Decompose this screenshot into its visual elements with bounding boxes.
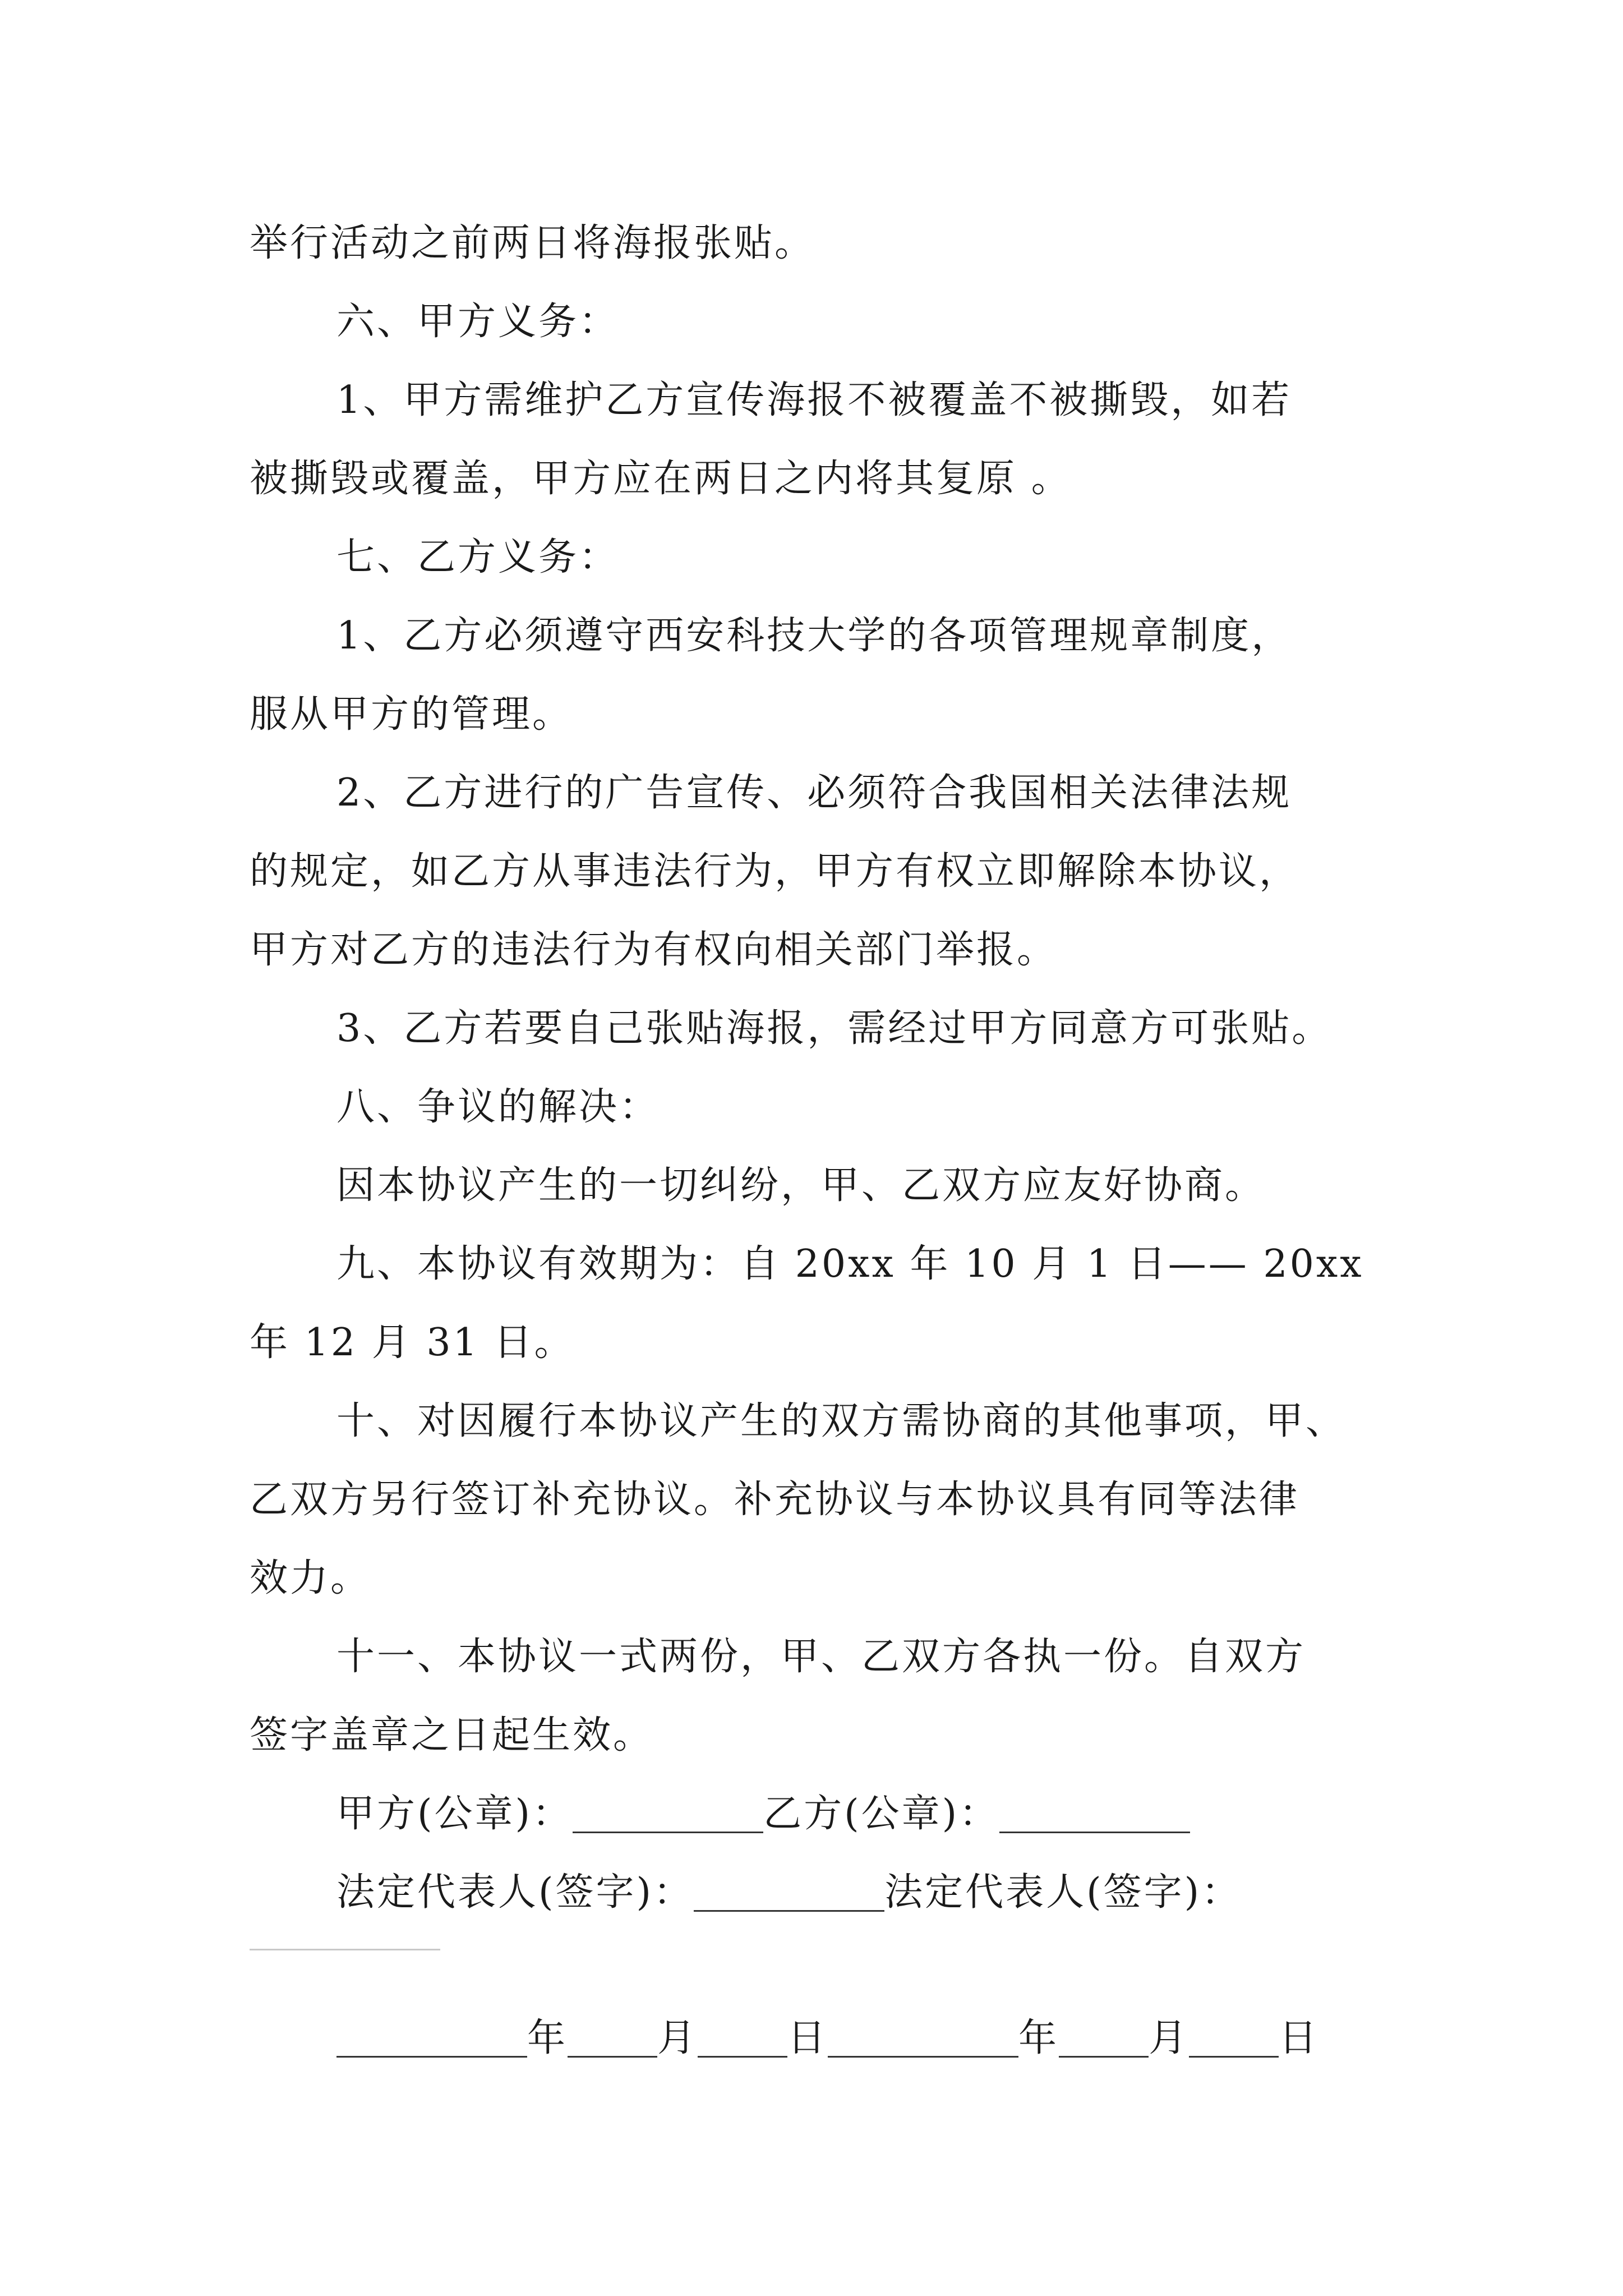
month-label-a: 月 (657, 2016, 698, 2060)
party-b-seal-label: 乙方(公章)： (763, 1792, 1000, 1836)
section-heading: 八、争议的解决： (336, 1085, 660, 1129)
year-blank-b (828, 2022, 1018, 2058)
paragraph-line: 甲方对乙方的违法行为有权向相关部门举报。 (250, 928, 1058, 972)
party-b-seal-blank (999, 1798, 1190, 1833)
party-b-rep-blank (250, 1949, 440, 1950)
paragraph-line: 的规定，如乙方从事违法行为，甲方有权立即解除本协议， (250, 849, 1300, 894)
paragraph-line: 十、对因履行本协议产生的双方需协商的其他事项，甲、 (336, 1399, 1347, 1443)
paragraph-line: 被撕毁或覆盖，甲方应在两日之内将其复原 。 (250, 457, 1072, 501)
party-a-seal-blank (573, 1798, 763, 1833)
seal-row (336, 1792, 1190, 1836)
day-blank-b (1189, 2022, 1279, 2058)
paragraph-line: 效力。 (250, 1556, 371, 1600)
day-blank-a (698, 2022, 787, 2058)
paragraph-line: 年 12 月 31 日。 (250, 1320, 575, 1365)
section-heading: 七、乙方义务： (336, 535, 620, 579)
paragraph-line: 1、甲方需维护乙方宣传海报不被覆盖不被撕毁，如若 (336, 378, 1292, 422)
party-b-rep-label: 法定代表人(签字)： (884, 1870, 1242, 1915)
paragraph-line: 因本协议产生的一切纠纷，甲、乙双方应友好协商。 (336, 1163, 1266, 1208)
party-a-seal-label: 甲方(公章)： (336, 1792, 573, 1836)
paragraph-line: 十一、本协议一式两份，甲、乙双方各执一份。自双方 (336, 1635, 1306, 1679)
paragraph-line: 乙双方另行签订补充协议。补充协议与本协议具有同等法律 (250, 1478, 1300, 1522)
party-a-rep-blank (694, 1876, 884, 1912)
paragraph-line: 服从甲方的管理。 (250, 692, 573, 737)
day-label-b: 日 (1279, 2016, 1320, 2060)
month-label-b: 月 (1149, 2016, 1189, 2060)
date-row (336, 2016, 1320, 2060)
paragraph-line: 1、乙方必须遵守西安科技大学的各项管理规章制度， (336, 614, 1292, 658)
party-a-rep-label: 法定代表人(签字)： (336, 1870, 694, 1915)
representative-row (336, 1870, 1242, 1915)
year-label-b: 年 (1018, 2016, 1059, 2060)
paragraph-line: 3、乙方若要自己张贴海报，需经过甲方同意方可张贴。 (336, 1006, 1332, 1051)
year-label-a: 年 (527, 2016, 568, 2060)
paragraph-line: 签字盖章之日起生效。 (250, 1713, 654, 1757)
month-blank-a (568, 2022, 657, 2058)
paragraph-line: 九、本协议有效期为：自 20xx 年 10 月 1 日—— 20xx (336, 1242, 1364, 1286)
paragraph-line: 举行活动之前两日将海报张贴。 (250, 221, 815, 265)
day-label-a: 日 (787, 2016, 828, 2060)
paragraph-line: 2、乙方进行的广告宣传、必须符合我国相关法律法规 (336, 771, 1292, 815)
month-blank-b (1059, 2022, 1149, 2058)
section-heading: 六、甲方义务： (336, 300, 620, 344)
year-blank-a (336, 2022, 527, 2058)
